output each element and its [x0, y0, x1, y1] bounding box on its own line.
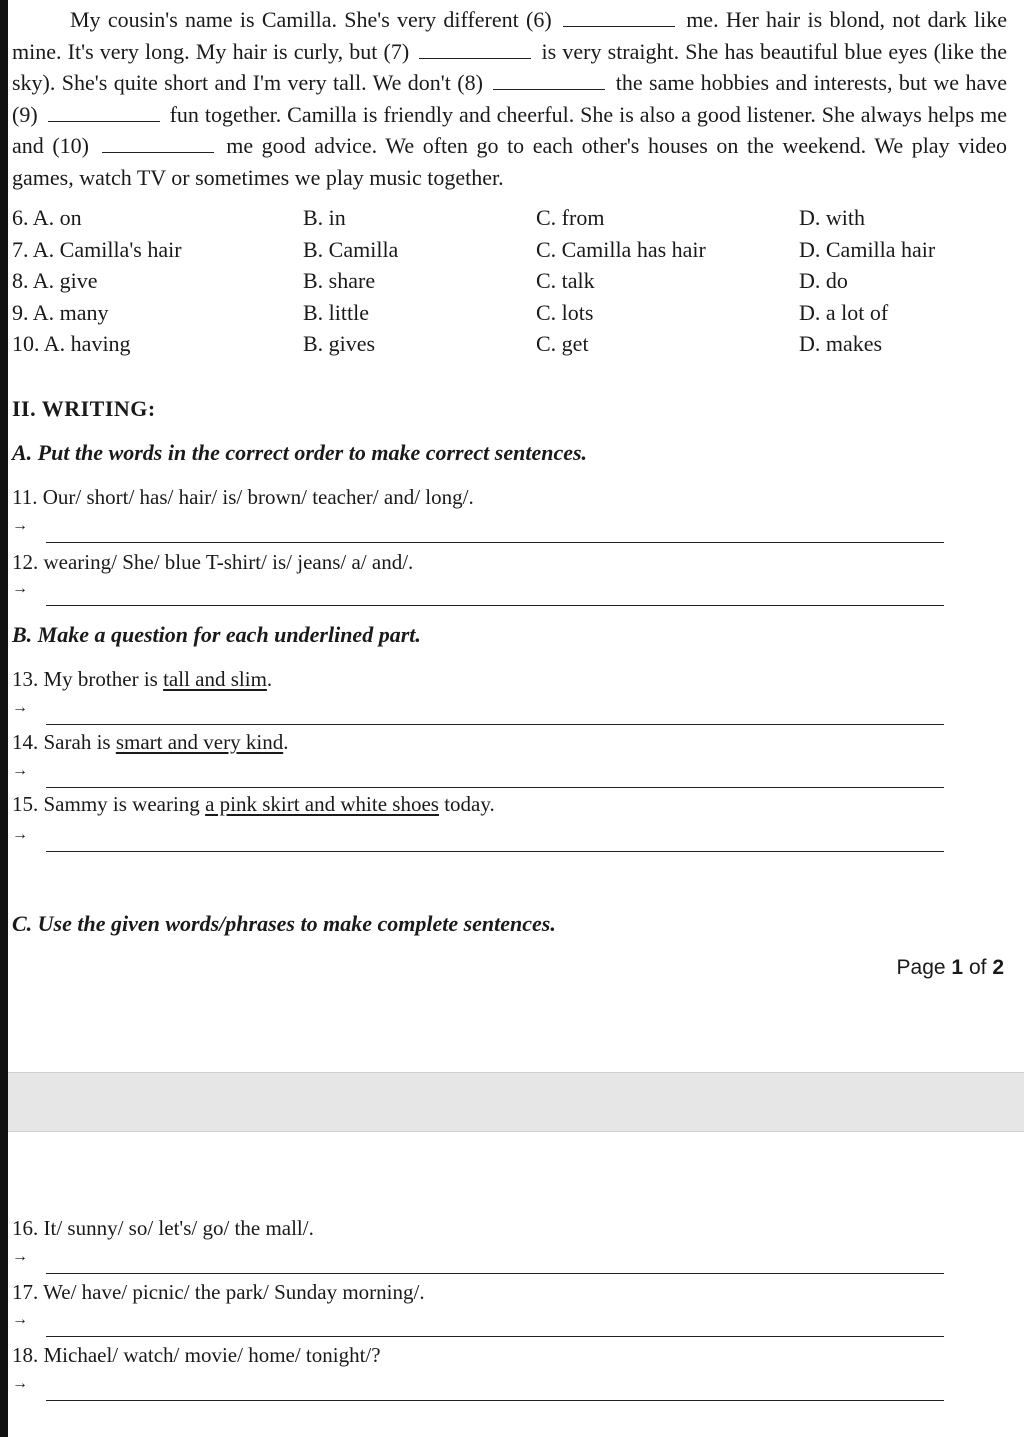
- arrow-icon: →: [12, 826, 28, 843]
- arrow-icon: →: [12, 580, 28, 597]
- option-row-10: [12, 331, 1012, 363]
- passage-text-1: My cousin's name is Camilla. She's very different (6): [70, 7, 552, 32]
- multiple-choice-options: [12, 205, 1012, 363]
- part-a-instruction: A. Put the words in the correct order to make correct sentences.: [12, 440, 588, 465]
- option: B. share: [303, 268, 376, 293]
- underlined-part: tall and slim: [163, 667, 267, 691]
- passage-text-2: me. Her hair is blond, not dark like mine. It's very long. My hair is curly, but (7): [12, 7, 1008, 64]
- underlined-part: smart and very kind: [115, 730, 284, 754]
- reading-passage: [12, 4, 1007, 194]
- blank-7: [419, 40, 531, 59]
- option: 9. A. many: [12, 299, 109, 325]
- question-11: 11. Our/ short/ has/ hair/ is/ brown/ teacher/ and/ long/.: [12, 485, 474, 509]
- question-15: [12, 792, 495, 817]
- page-break-gap: [8, 1072, 1024, 1132]
- underlined-part: a pink skirt and white shoes: [205, 792, 439, 816]
- question-text: 15. Sammy is wearing: [12, 792, 206, 816]
- answer-line-14[interactable]: [12, 762, 944, 788]
- question-12: 12. wearing/ She/ blue T-shirt/ is/ jeans/ a/ and/.: [12, 550, 414, 574]
- option: D. a lot of: [799, 299, 889, 325]
- passage-text-4: the same hobbies and interests, but we have (9): [12, 70, 1007, 127]
- question-text: .: [283, 730, 289, 754]
- question-17: 17. We/ have/ picnic/ the park/ Sunday morning/.: [12, 1280, 425, 1304]
- arrow-icon: →: [12, 762, 28, 779]
- question-text: today.: [438, 792, 495, 816]
- total-pages: 2: [992, 956, 1004, 979]
- question-14: [12, 730, 288, 755]
- part-c-instruction: C. Use the given words/phrases to make complete sentences.: [12, 911, 556, 936]
- answer-line-16[interactable]: [12, 1248, 944, 1274]
- option: B. little: [303, 299, 369, 325]
- option: C. talk: [536, 268, 595, 293]
- writing-section-title: II. WRITING:: [12, 396, 156, 421]
- option-row-9: [12, 300, 1012, 332]
- option: B. in: [303, 205, 346, 230]
- arrow-icon: →: [12, 1375, 28, 1392]
- answer-line-11[interactable]: [12, 517, 944, 543]
- option-row-6: [12, 205, 1012, 237]
- answer-line-13[interactable]: [12, 699, 944, 725]
- arrow-icon: →: [12, 699, 28, 716]
- option: D. do: [799, 268, 848, 293]
- question-18: 18. Michael/ watch/ movie/ home/ tonight/?: [12, 1343, 381, 1367]
- passage-text-6: me good advice. We often go to each other's houses on the weekend. We play video games, watch TV or sometimes we play music together.: [12, 133, 1008, 190]
- question-text: 13. My brother is: [12, 667, 164, 691]
- passage-text-5: fun together. Camilla is friendly and cheerful. She is also a good listener. She always helps me and (10): [12, 101, 1008, 159]
- passage-text-3: is very straight. She has beautiful blue eyes (like the sky). She's quite short and I'm very tall. We don't (8): [12, 38, 1008, 96]
- arrow-icon: →: [12, 517, 28, 534]
- page-of: of: [968, 956, 987, 979]
- option: B. gives: [303, 331, 376, 356]
- page-label: Page: [896, 956, 946, 979]
- option: D. makes: [799, 331, 883, 356]
- arrow-icon: →: [12, 1248, 28, 1265]
- current-page: 1: [951, 956, 964, 979]
- page-number: [897, 956, 1004, 980]
- option: D. with: [799, 205, 865, 230]
- blank-8: [493, 71, 605, 90]
- blank-6: [563, 8, 675, 27]
- answer-line-12[interactable]: [12, 580, 944, 606]
- option: B. Camilla: [303, 236, 399, 262]
- question-text: .: [266, 667, 273, 691]
- answer-line-18[interactable]: [12, 1375, 944, 1401]
- option: C. get: [536, 331, 589, 356]
- question-13: [12, 667, 272, 692]
- option: 10. A. having: [12, 331, 131, 356]
- option-row-7: [12, 237, 1012, 269]
- blank-10: [102, 134, 214, 153]
- answer-line-17[interactable]: [12, 1311, 944, 1337]
- option: C. Camilla has hair: [536, 236, 706, 262]
- arrow-icon: →: [12, 1311, 28, 1328]
- left-border: [0, 0, 8, 1437]
- option: 6. A. on: [12, 205, 82, 230]
- question-16: 16. It/ sunny/ so/ let's/ go/ the mall/.: [12, 1216, 314, 1240]
- question-text: 14. Sarah is: [12, 730, 116, 754]
- part-b-instruction: B. Make a question for each underlined part.: [12, 622, 421, 647]
- option: C. from: [536, 205, 605, 230]
- option: 7. A. Camilla's hair: [12, 236, 182, 262]
- option: C. lots: [536, 299, 594, 325]
- answer-line-15[interactable]: [12, 826, 944, 852]
- blank-9: [48, 103, 160, 122]
- option: 8. A. give: [12, 268, 98, 293]
- option: D. Camilla hair: [799, 236, 936, 262]
- option-row-8: [12, 268, 1012, 300]
